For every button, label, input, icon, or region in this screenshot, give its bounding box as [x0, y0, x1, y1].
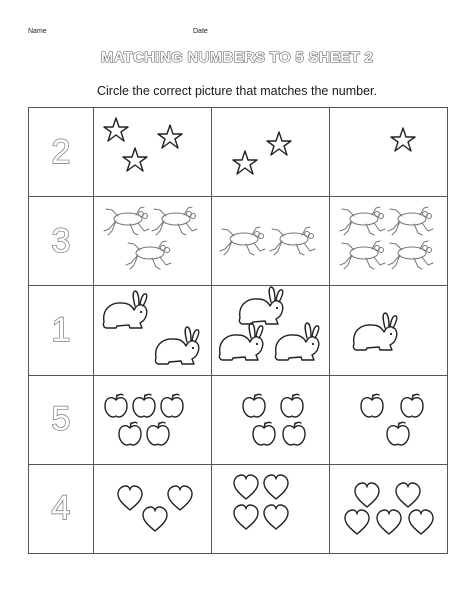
number-digit: 3	[51, 221, 71, 260]
frog-icon	[388, 207, 433, 235]
frog-icon-group	[94, 197, 212, 285]
picture-option[interactable]	[212, 286, 330, 375]
star-icon	[104, 118, 128, 141]
star-icon	[158, 125, 182, 148]
apple-icon	[281, 394, 303, 417]
star-icon-group	[212, 108, 330, 196]
number-cell	[29, 108, 94, 197]
frog-icon	[340, 241, 385, 269]
star-icon	[391, 128, 415, 151]
frog-icon	[152, 207, 197, 235]
heart-icon-group	[94, 465, 212, 553]
frog-icon-group	[330, 197, 448, 285]
heart-icon	[355, 483, 379, 507]
rabbit-icon	[239, 287, 282, 324]
number-digit: 4	[51, 489, 71, 528]
picture-option[interactable]	[212, 375, 330, 464]
frog-icon	[340, 207, 385, 235]
heart-icon-group	[212, 465, 330, 553]
frog-icon-group	[212, 197, 330, 285]
number-cell	[29, 197, 94, 286]
rabbit-icon	[155, 327, 198, 364]
heart-icon	[377, 510, 401, 534]
heart-icon	[118, 486, 142, 510]
picture-option[interactable]	[94, 375, 212, 464]
rabbit-icon-group	[212, 286, 330, 374]
heart-icon	[409, 510, 433, 534]
apple-icon	[161, 394, 183, 417]
heart-icon	[345, 510, 369, 534]
heart-icon	[143, 507, 167, 531]
worksheet-title: MATCHING NUMBERS TO 5 SHEET 2	[100, 49, 374, 66]
picture-option[interactable]	[330, 375, 448, 464]
star-icon	[123, 148, 147, 171]
heart-icon	[234, 475, 258, 499]
apple-icon-group	[330, 376, 448, 464]
picture-option[interactable]	[212, 464, 330, 553]
apple-icon	[401, 394, 423, 417]
star-icon-group	[94, 108, 212, 196]
date-label: Date	[193, 28, 208, 35]
apple-icon	[243, 394, 265, 417]
rabbit-icon-group	[94, 286, 212, 374]
frog-icon	[126, 241, 171, 269]
apple-icon	[283, 422, 305, 445]
frog-icon	[220, 227, 265, 255]
apple-icon	[387, 422, 409, 445]
apple-icon	[147, 422, 169, 445]
frog-icon	[270, 227, 315, 255]
picture-option[interactable]	[212, 197, 330, 286]
number-cell	[29, 375, 94, 464]
star-icon	[233, 151, 257, 174]
picture-option[interactable]	[330, 286, 448, 375]
apple-icon	[119, 422, 141, 445]
rabbit-icon	[219, 323, 262, 360]
number-cell	[29, 464, 94, 553]
picture-option[interactable]	[94, 197, 212, 286]
picture-option[interactable]	[94, 108, 212, 197]
picture-option[interactable]	[330, 197, 448, 286]
heart-icon	[264, 505, 288, 529]
row-5	[29, 375, 448, 464]
frog-icon	[388, 241, 433, 269]
apple-icon	[105, 394, 127, 417]
star-icon-group	[330, 108, 448, 196]
apple-icon	[253, 422, 275, 445]
heart-icon	[234, 505, 258, 529]
apple-icon	[361, 394, 383, 417]
heart-icon-group	[330, 465, 448, 553]
rabbit-icon	[103, 291, 146, 328]
row-4	[29, 464, 448, 553]
number-digit: 5	[51, 400, 71, 439]
rabbit-icon	[275, 323, 318, 360]
instructions: Circle the correct picture that matches the number.	[97, 84, 377, 98]
picture-option[interactable]	[94, 464, 212, 553]
row-2	[29, 108, 448, 197]
picture-option[interactable]	[330, 464, 448, 553]
row-1	[29, 286, 448, 375]
heart-icon	[264, 475, 288, 499]
number-digit: 2	[51, 132, 71, 171]
picture-option[interactable]	[212, 108, 330, 197]
matching-grid	[28, 107, 448, 554]
name-label: Name	[28, 28, 47, 35]
heart-icon	[396, 483, 420, 507]
apple-icon-group	[94, 376, 212, 464]
apple-icon-group	[212, 376, 330, 464]
number-digit: 1	[51, 310, 71, 349]
picture-option[interactable]	[330, 108, 448, 197]
rabbit-icon	[353, 313, 396, 350]
number-cell	[29, 286, 94, 375]
frog-icon	[104, 207, 149, 235]
picture-option[interactable]	[94, 286, 212, 375]
rabbit-icon-group	[330, 286, 448, 374]
row-3	[29, 197, 448, 286]
apple-icon	[133, 394, 155, 417]
heart-icon	[168, 486, 192, 510]
star-icon	[267, 132, 291, 155]
